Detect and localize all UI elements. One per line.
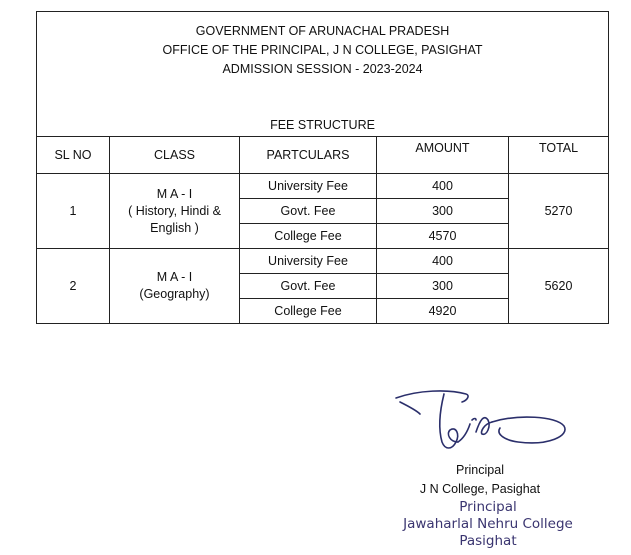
col-amount: AMOUNT	[377, 137, 509, 174]
signatory-office: J N College, Pasighat	[419, 482, 541, 496]
col-sl-no: SL NO	[37, 137, 110, 174]
signatory-title: Principal	[456, 463, 504, 477]
stamp-college: Jawaharlal Nehru College	[403, 516, 573, 532]
row-1-particular-university: University Fee	[240, 174, 377, 199]
row-2-particular-govt: Govt. Fee	[240, 274, 377, 299]
table-row	[37, 174, 609, 199]
header-row	[37, 12, 609, 137]
government-line: GOVERNMENT OF ARUNACHAL PRADESH	[195, 24, 450, 38]
row-1-sl-no: 1	[37, 174, 110, 249]
row-1-particular-govt: Govt. Fee	[240, 199, 377, 224]
row-1-particular-college: College Fee	[240, 224, 377, 249]
row-1-amount-university: 400	[377, 174, 509, 199]
row-1-total: 5270	[509, 174, 609, 249]
row-2-class	[110, 249, 240, 324]
row-2-sl-no: 2	[37, 249, 110, 324]
office-line: OFFICE OF THE PRINCIPAL, J N COLLEGE, PASIGHAT	[162, 43, 483, 57]
col-particulars: PARTCULARS	[240, 137, 377, 174]
column-header-row	[37, 137, 609, 174]
col-class: CLASS	[110, 137, 240, 174]
fee-structure-title: FEE STRUCTURE	[270, 118, 375, 132]
stamp-place: Pasighat	[459, 533, 517, 549]
session-line: ADMISSION SESSION - 2023-2024	[222, 62, 423, 76]
principal-signature	[388, 380, 578, 470]
row-2-amount-university: 400	[377, 249, 509, 274]
row-1-class	[110, 174, 240, 249]
row-2-particular-college: College Fee	[240, 299, 377, 324]
row-1-class-line: M A - I	[156, 186, 193, 201]
document-header	[37, 12, 609, 137]
row-2-class-line: M A - I	[156, 270, 193, 284]
row-1-amount-college: 4570	[377, 224, 509, 249]
row-2-total: 5620	[509, 249, 609, 324]
signatory-block	[400, 461, 560, 499]
row-1-class-line: English )	[150, 220, 199, 235]
row-1-class-line: ( History, Hindi &	[128, 203, 221, 218]
table-row	[37, 249, 609, 274]
row-2-class-line: (Geography)	[139, 287, 210, 301]
official-stamp	[388, 499, 588, 550]
row-2-amount-college: 4920	[377, 299, 509, 324]
signature-drawing	[388, 380, 578, 470]
stamp-title: Principal	[459, 499, 517, 515]
row-1-amount-govt: 300	[377, 199, 509, 224]
row-2-particular-university: University Fee	[240, 249, 377, 274]
col-total: TOTAL	[509, 137, 609, 174]
fee-structure-table	[36, 11, 609, 324]
row-2-amount-govt: 300	[377, 274, 509, 299]
